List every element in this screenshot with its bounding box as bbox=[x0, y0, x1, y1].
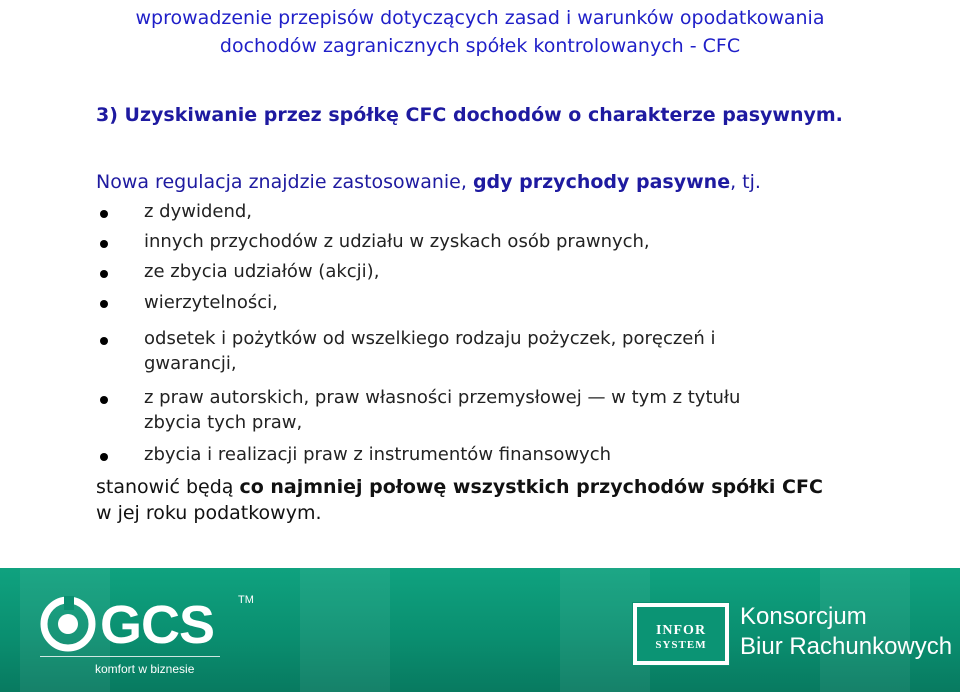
bullet-text: wierzytelności, bbox=[144, 292, 278, 313]
bullet-text-continued: zbycia tych praw, bbox=[144, 412, 303, 433]
conclusion-pre: stanowić będą bbox=[96, 476, 240, 498]
bullet-dot bbox=[100, 270, 108, 278]
bullet-dot bbox=[100, 337, 108, 345]
intro-post: , tj. bbox=[730, 171, 761, 193]
gcs-logo-text: GCS bbox=[100, 595, 215, 655]
bullet-dot bbox=[100, 240, 108, 248]
bullet-text-continued: gwarancji, bbox=[144, 353, 237, 374]
bullet-text: zbycia i realizacji praw z instrumentów finansowych bbox=[144, 444, 612, 465]
footer-stripe bbox=[300, 568, 390, 692]
bullet-text: z dywidend, bbox=[144, 201, 253, 222]
section-heading: 3) Uzyskiwanie przez spółkę CFC dochodów o charakterze pasywnym. bbox=[96, 104, 843, 126]
conclusion-line-2: w jej roku podatkowym. bbox=[96, 502, 322, 524]
infor-logo-inner bbox=[637, 607, 725, 661]
bullet-text: ze zbycia udziałów (akcji), bbox=[144, 261, 380, 282]
conclusion-line-1 bbox=[96, 474, 823, 500]
bullet-text: odsetek i pożytków od wszelkiego rodzaju pożyczek, poręczeń i bbox=[144, 328, 716, 349]
intro-bold: gdy przychody pasywne bbox=[472, 171, 731, 193]
gcs-trademark: TM bbox=[238, 594, 254, 606]
bullet-text: z praw autorskich, praw własności przemysłowej — w tym z tytułu bbox=[144, 387, 741, 408]
konsorcjum-label bbox=[740, 602, 952, 662]
gcs-divider bbox=[40, 656, 220, 657]
intro-text bbox=[96, 167, 761, 197]
gcs-tagline: komfort w biznesie bbox=[95, 662, 195, 676]
infor-system-logo-icon bbox=[632, 602, 730, 666]
conclusion-bold: co najmniej połowę wszystkich przychodów spółki CFC bbox=[239, 476, 823, 498]
konsorcjum-line-1: Konsorcjum bbox=[740, 603, 867, 630]
bullet-dot bbox=[100, 300, 108, 308]
konsorcjum-line-2: Biur Rachunkowych bbox=[740, 633, 953, 660]
bullet-dot bbox=[100, 453, 108, 461]
header-line-2: dochodów zagranicznych spółek kontrolowanych - CFC bbox=[219, 35, 741, 57]
infor-logo-line-2: SYSTEM bbox=[655, 639, 707, 651]
bullet-dot bbox=[100, 396, 108, 404]
conclusion-text bbox=[96, 474, 823, 526]
bullet-text: innych przychodów z udziału w zyskach osób prawnych, bbox=[144, 231, 650, 252]
slide-header bbox=[0, 4, 960, 60]
header-line-1: wprowadzenie przepisów dotyczących zasad i warunków opodatkowania bbox=[135, 7, 825, 29]
infor-logo-line-1: INFOR bbox=[655, 623, 707, 638]
bullet-dot bbox=[100, 210, 108, 218]
intro-pre: Nowa regulacja znajdzie zastosowanie, bbox=[96, 171, 473, 193]
